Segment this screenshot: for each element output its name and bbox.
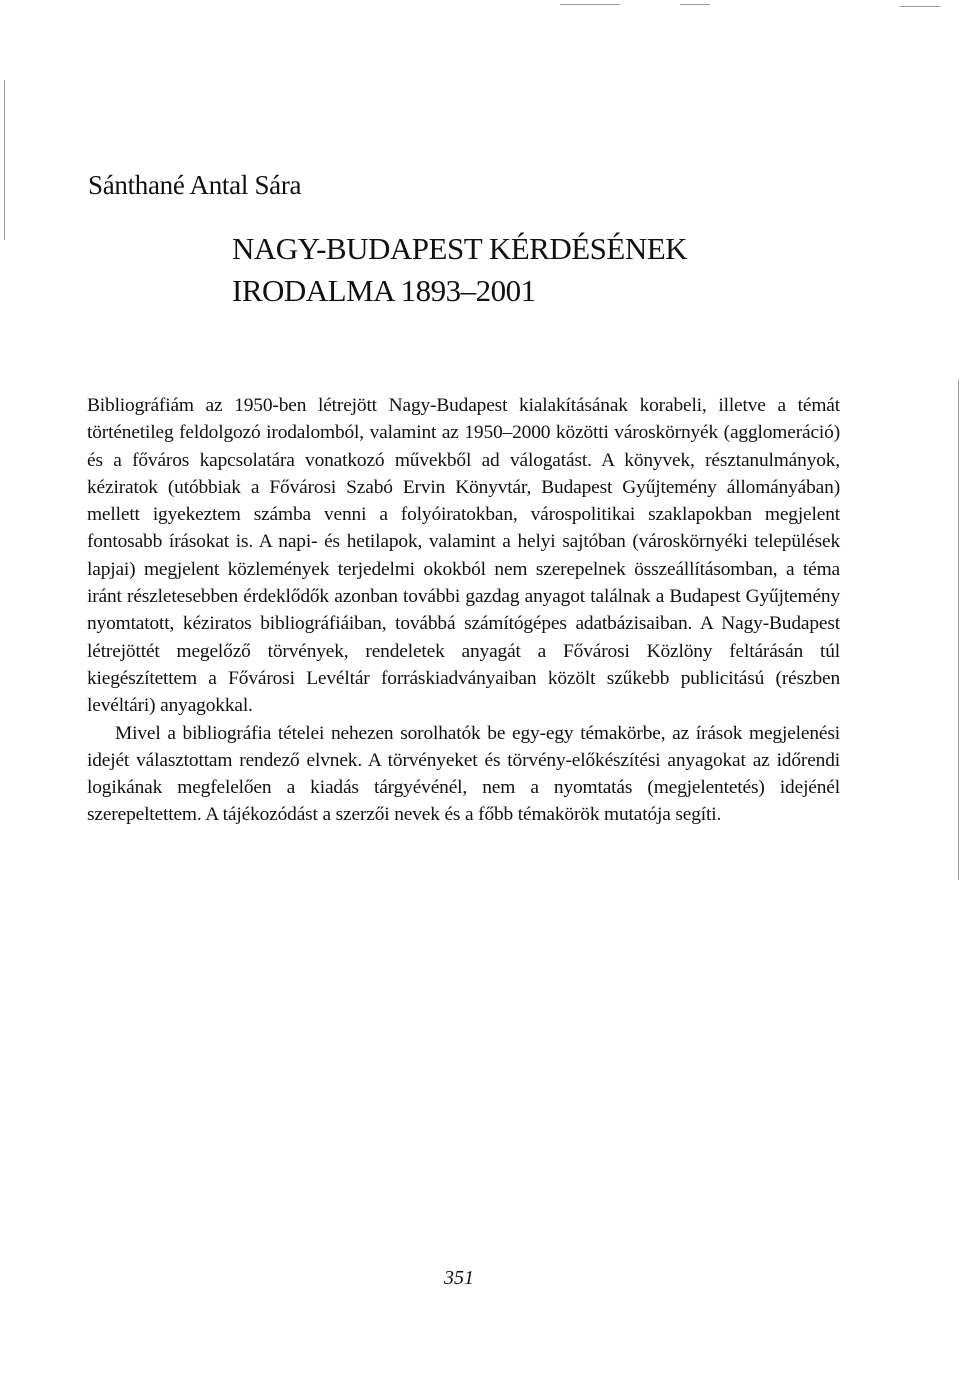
article-body [87,392,840,829]
scan-edge-mark [958,380,959,880]
scan-edge-mark [560,4,620,5]
body-paragraph-1: Bibliográfiám az 1950-ben létrejött Nagy-Budapest kialakításának korabeli, illetve a témát történetileg feldolgozó irodalomból, valamint az 1950–2000 közötti városkörnyék (agglomeráció) és a főváros kapcsolatára vonatkozó művekből ad válogatást. A könyvek, résztanulmányok, kéziratok (utóbbiak a Fővárosi Szabó Ervin Könyvtár, Budapest Gyűjtemény állományában) mellett igyekeztem számba venni a folyóiratokban, várospolitikai szaklapokban megjelent fontosabb írásokat is. A napi- és hetilapok, valamint a helyi sajtóban (városkörnyéki települések lapjai) megjelent közlemények terjedelmi okokból nem szerepelnek összeállításomban, a téma iránt részletesebben érdeklődők azonban további gazdag anyagot találnak a Budapest Gyűjtemény nyomtatott, kéziratos bibliográfiáiban, továbbá számítógépes adatbázisaiban. A Nagy-Budapest létrejöttét megelőző törvények, rendeletek anyagát a Fővárosi Közlöny feltárásán túl kiegészítettem a Fővárosi Levéltár forráskiadványaiban közölt szűkebb publicitású (részben levéltári) anyagokkal. [87,395,840,717]
page-number: 351 [444,1267,474,1289]
scan-edge-mark [4,80,5,240]
scan-edge-mark [680,4,710,5]
article-title-line-2: IRODALMA 1893–2001 [232,273,536,308]
author-name: Sánthané Antal Sára [88,170,302,200]
scan-edge-mark [900,6,940,7]
article-title [232,228,687,312]
article-title-line-1: NAGY-BUDAPEST KÉRDÉSÉNEK [232,231,688,266]
body-paragraph-2: Mivel a bibliográfia tételei nehezen sorolhatók be egy-egy témakörbe, az írások megjelenési idejét választottam rendező elvnek. A törvényeket és törvény-előkészítési anyagokat az időrendi logikának megfelelően a kiadás tárgyévénél, nem a nyomtatás (megjelentetés) idejénél szerepeltettem. A tájékozódást a szerzői nevek és a főbb témakörök mutatója segíti. [87,722,840,826]
